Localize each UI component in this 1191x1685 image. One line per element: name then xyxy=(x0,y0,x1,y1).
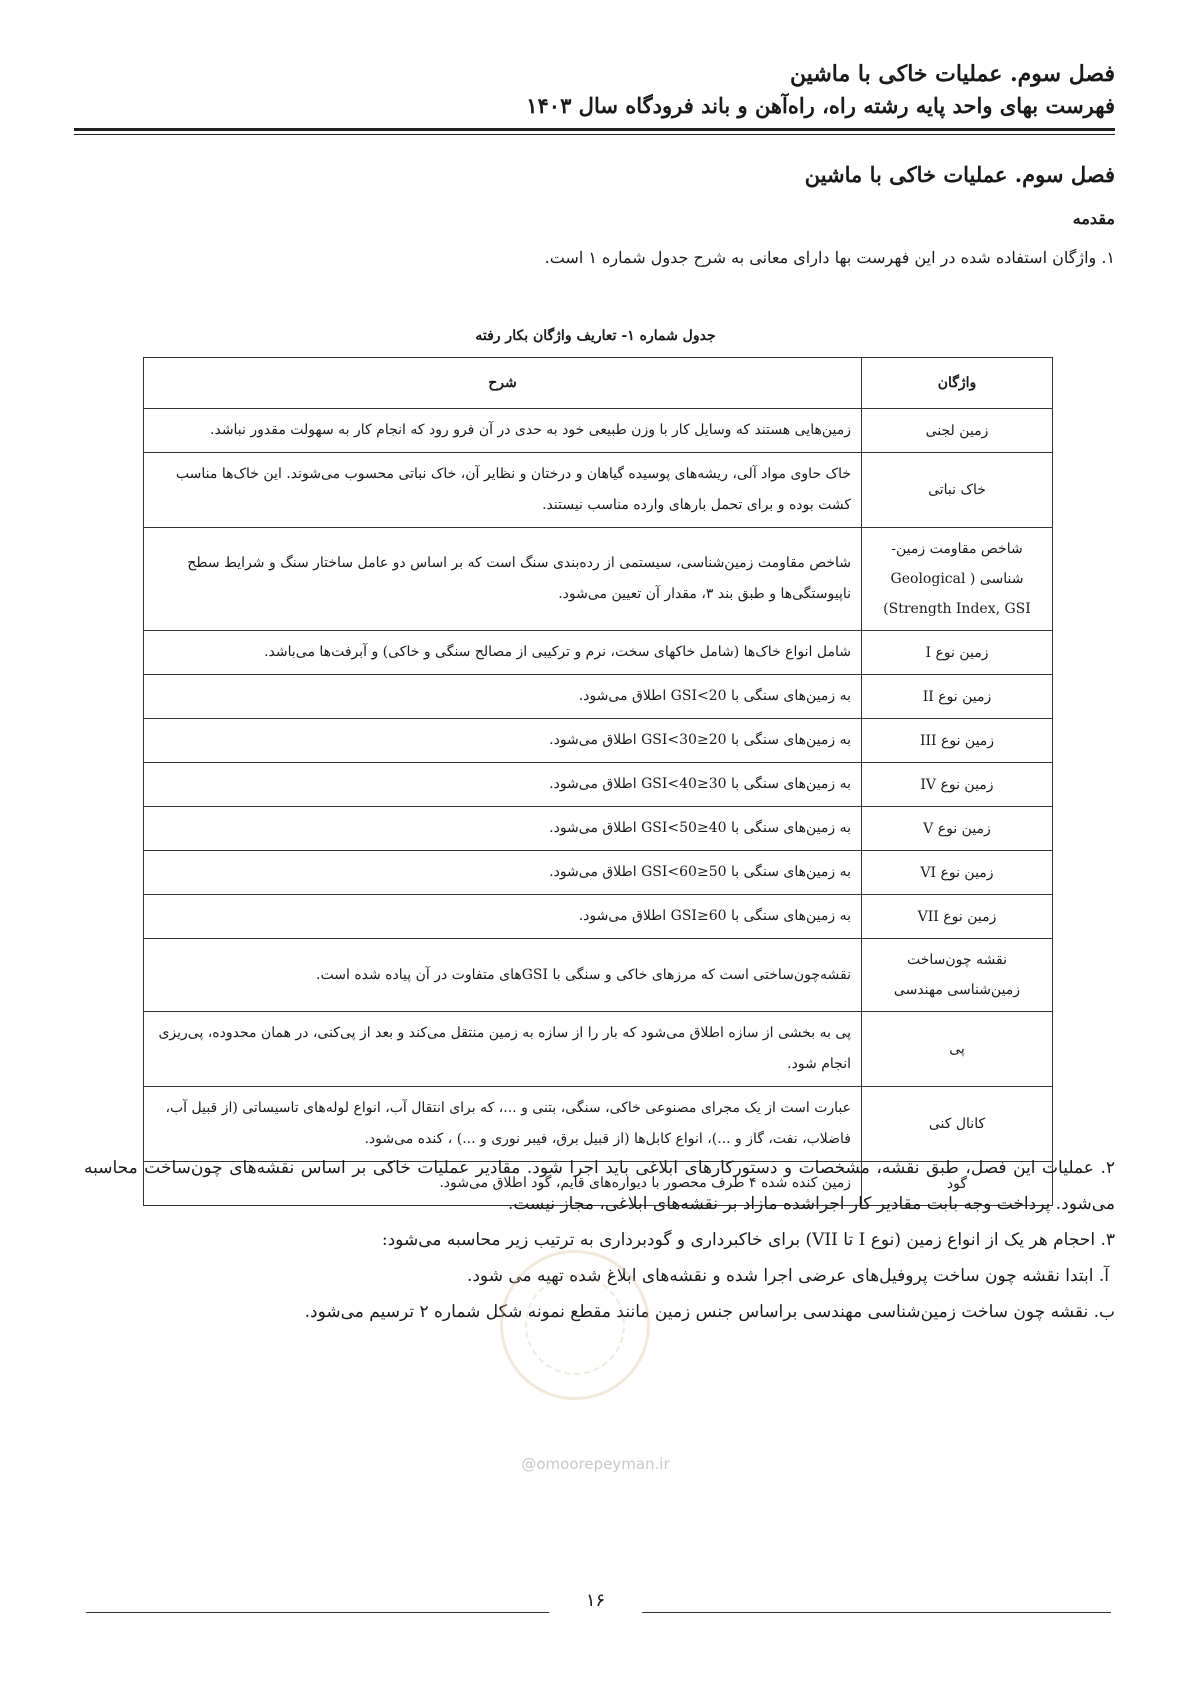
table-header-row xyxy=(144,358,1053,409)
term-cell: گود xyxy=(862,1162,1053,1206)
table-row xyxy=(144,453,1053,528)
term-cell: زمین نوع VII xyxy=(862,895,1053,939)
term-cell: زمین نوع V xyxy=(862,807,1053,851)
term-cell: خاک نباتی xyxy=(862,453,1053,528)
term-cell: زمین نوع I xyxy=(862,631,1053,675)
description-cell: زمین‌هایی هستند که وسایل کار با وزن طبیعی خود به حدی در آن فرو رود که انجام کار به سهولت مقدور نباشد. xyxy=(144,409,862,453)
description-cell: به زمین‌های سنگی با 60≤GSI اطلاق می‌شود. xyxy=(144,895,862,939)
footer-rule-right xyxy=(642,1612,1111,1613)
description-cell: خاک حاوی مواد آلی، ریشه‌های پوسیده گیاهان و درختان و نظایر آن، خاک نباتی محسوب می‌شوند. این خاک‌ها مناسب کشت بوده و برای تحمل بارهای وارده مناسب نیستند. xyxy=(144,453,862,528)
term-cell: شاخص مقاومت زمین-شناسی ( Geological Strength Index, GSI) xyxy=(862,528,1053,631)
description-cell: به زمین‌های سنگی با 40≤GSI<50 اطلاق می‌شود. xyxy=(144,807,862,851)
description-cell: پی به بخشی از سازه اطلاق می‌شود که بار را از سازه به زمین منتقل می‌کند و بعد از پی‌کنی، در همان محدوده، پی‌ریزی انجام شود. xyxy=(144,1012,862,1087)
header-chapter-title: فصل سوم. عملیات خاکی با ماشین xyxy=(789,61,1115,87)
intro-heading: مقدمه xyxy=(1072,209,1115,228)
chapter-title: فصل سوم. عملیات خاکی با ماشین xyxy=(804,162,1115,187)
table-row xyxy=(144,675,1053,719)
table-row xyxy=(144,939,1053,1012)
watermark-text: @omoorepeyman.ir xyxy=(521,1455,670,1473)
table-caption: جدول شماره ۱- تعاریف واژگان بکار رفته xyxy=(475,328,716,344)
paragraph-2: ۲. عملیات این فصل، طبق نقشه، مشخصات و دستورکارهای ابلاغی باید اجرا شود. مقادیر عملیات خاکی بر اساس نقشه‌های چون‌ساخت محاسبه می‌شود. پرداخت وجه بابت مقادیر کار اجراشده مازاد بر نقشه‌های ابلاغی، مجاز نیست. xyxy=(84,1158,1115,1214)
table-row xyxy=(144,851,1053,895)
watermark-seal-inner-icon xyxy=(525,1275,625,1375)
header-rule-thin xyxy=(74,134,1115,135)
description-cell: عبارت است از یک مجرای مصنوعی خاکی، سنگی، بتنی و ...، که برای انتقال آب، انواع لوله‌های تاسیساتی (از قبیل آب، فاضلاب، نفت، گاز و ...)، انواع کابل‌ها (از قبیل برق، فیبر نوری و ...) ، کنده می‌شود. xyxy=(144,1087,862,1162)
term-cell: زمین نوع IV xyxy=(862,763,1053,807)
terms-table xyxy=(143,357,1053,1206)
term-cell: زمین نوع VI xyxy=(862,851,1053,895)
header-term: واژگان xyxy=(862,358,1053,409)
term-cell: کانال کنی xyxy=(862,1087,1053,1162)
table-row xyxy=(144,807,1053,851)
header-document-title: فهرست بهای واحد پایه رشته راه، راه‌آهن و باند فرودگاه سال ۱۴۰۳ xyxy=(526,93,1115,118)
table-row xyxy=(144,528,1053,631)
description-cell: شاخص مقاومت زمین‌شناسی، سیستمی از رده‌بندی سنگ است که بر اساس دو عامل ساختار سنگ و شرایط سطح ناپیوستگی‌ها و طبق بند ۳، مقدار آن تعیین می‌شود. xyxy=(144,528,862,631)
page-header xyxy=(76,58,1115,122)
paragraph-3a: آ. ابتدا نقشه چون ساخت پروفیل‌های عرضی اجرا شده و نقشه‌های ابلاغ شده تهیه می شود. xyxy=(466,1266,1109,1286)
header-desc: شرح xyxy=(144,358,862,409)
table-body xyxy=(144,409,1053,1206)
table-row xyxy=(144,763,1053,807)
term-cell: زمین نوع III xyxy=(862,719,1053,763)
footer-rule-left xyxy=(86,1612,549,1613)
header-rule-thick xyxy=(74,128,1115,131)
description-cell: شامل انواع خاک‌ها (شامل خاکهای سخت، نرم و ترکیبی از مصالح سنگی و خاکی) و آبرفت‌ها می‌باشد. xyxy=(144,631,862,675)
description-cell: به زمین‌های سنگی با GSI<20 اطلاق می‌شود. xyxy=(144,675,862,719)
term-cell: نقشه چون‌ساخت زمین‌شناسی مهندسی xyxy=(862,939,1053,1012)
term-cell: پی xyxy=(862,1012,1053,1087)
description-cell: زمین کنده شده ۴ طرف محصور با دیواره‌های قایم، گود اطلاق می‌شود. xyxy=(144,1162,862,1206)
table-row xyxy=(144,1012,1053,1087)
paragraph-3: ۳. احجام هر یک از انواع زمین (نوع I تا VII) برای خاکبرداری و گودبرداری به ترتیب زیر محاسبه می‌شود: xyxy=(381,1230,1115,1250)
table-row xyxy=(144,895,1053,939)
page-number: ۱۶ xyxy=(585,1590,606,1611)
table-row xyxy=(144,409,1053,453)
description-cell: نقشه‌چون‌ساختی است که مرزهای خاکی و سنگی با GSIهای متفاوت در آن پیاده شده است. xyxy=(144,939,862,1012)
table-row xyxy=(144,719,1053,763)
description-cell: به زمین‌های سنگی با 20≤GSI<30 اطلاق می‌شود. xyxy=(144,719,862,763)
description-cell: به زمین‌های سنگی با 30≤GSI<40 اطلاق می‌شود. xyxy=(144,763,862,807)
table-row xyxy=(144,631,1053,675)
term-cell: زمین نوع II xyxy=(862,675,1053,719)
term-cell: زمین لجنی xyxy=(862,409,1053,453)
paragraph-3b: ب. نقشه چون ساخت زمین‌شناسی مهندسی براساس جنس زمین مانند مقطع نمونه شکل شماره ۲ ترسیم می‌شود. xyxy=(304,1302,1115,1322)
description-cell: به زمین‌های سنگی با 50≤GSI<60 اطلاق می‌شود. xyxy=(144,851,862,895)
paragraph-1: ۱. واژگان استفاده شده در این فهرست بها دارای معانی به شرح جدول شماره ۱ است. xyxy=(544,248,1115,267)
